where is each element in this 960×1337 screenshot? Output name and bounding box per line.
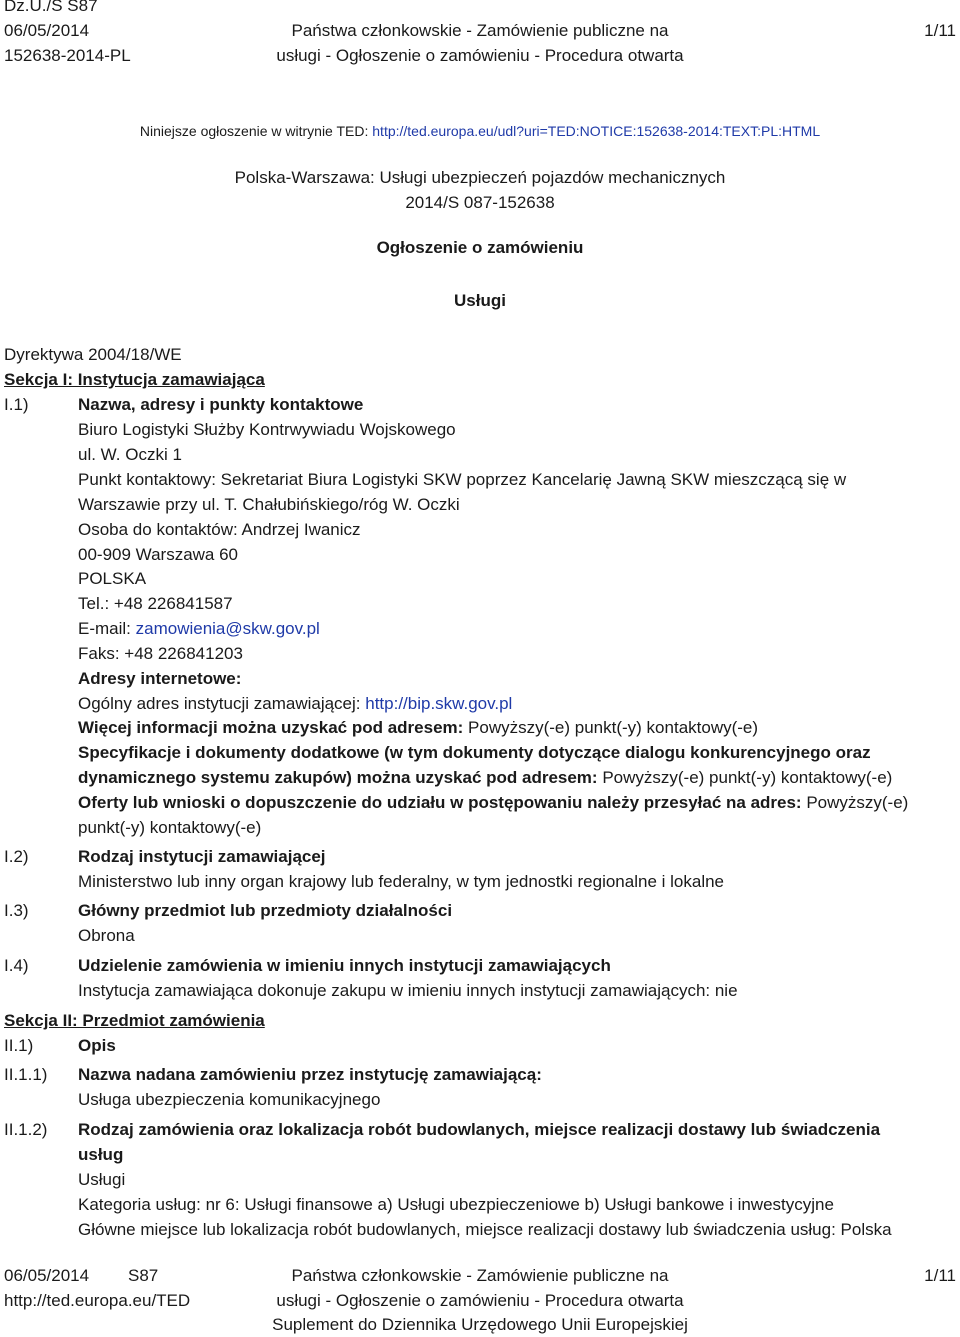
spec-value: Powyższy(-e) punkt(-y) kontaktowy(-e) <box>597 768 893 787</box>
more-info-value: Powyższy(-e) punkt(-y) kontaktowy(-e) <box>463 718 759 737</box>
spec-line2 <box>78 768 892 788</box>
ii12-title-line1: Rodzaj zamówienia oraz lokalizacja robót budowlanych, miejsce realizacji dostawy lub świadczenia <box>78 1120 881 1139</box>
general-address-label: Ogólny adres instytucji zamawiającej: <box>78 694 366 713</box>
i2-title: Rodzaj instytucji zamawiającej <box>78 847 326 866</box>
header-title-line1: Państwa członkowskie - Zamówienie publiczne na <box>291 21 669 40</box>
ii12-number: II.1.2) <box>4 1120 48 1139</box>
notice-type: Ogłoszenie o zamówieniu <box>376 238 584 257</box>
ii11-value: Usługa ubezpieczenia komunikacyjnego <box>78 1090 381 1109</box>
footer-journal: S87 <box>128 1266 159 1285</box>
i2-number: I.2) <box>4 847 29 866</box>
ii12-type: Usługi <box>78 1170 126 1189</box>
country: POLSKA <box>78 569 147 588</box>
contact-point-line1: Punkt kontaktowy: Sekretariat Biura Logistyki SKW poprzez Kancelarię Jawną SKW mieszczącą się w <box>78 470 847 489</box>
header-page: 1/11 <box>924 21 956 40</box>
general-address-link[interactable]: http://bip.skw.gov.pl <box>365 694 513 713</box>
footer-line1: Państwa członkowskie - Zamówienie publiczne na <box>291 1266 669 1285</box>
footer-line3: Suplement do Dziennika Urzędowego Unii Europejskiej <box>272 1315 688 1334</box>
spec-label-line2: dynamicznego systemu zakupów) można uzyskać pod adresem: <box>78 768 598 787</box>
ii11-number: II.1.1) <box>4 1065 48 1084</box>
org-name: Biuro Logistyki Służby Kontrwywiadu Wojskowego <box>78 420 456 439</box>
offers-label: Oferty lub wnioski o dopuszczenie do udziału w postępowaniu należy przesyłać na adres: <box>78 793 802 812</box>
footer-url: http://ted.europa.eu/TED <box>4 1291 191 1310</box>
notice-title-line1: Polska-Warszawa: Usługi ubezpieczeń pojazdów mechanicznych <box>234 168 726 187</box>
i1-number: I.1) <box>4 395 29 414</box>
telephone: Tel.: +48 226841587 <box>78 594 233 613</box>
ii11-title: Nazwa nadana zamówieniu przez instytucję zamawiającą: <box>78 1065 542 1084</box>
header-title-line2: usługi - Ogłoszenie o zamówieniu - Procedura otwarta <box>276 46 684 65</box>
footer-date: 06/05/2014 <box>4 1266 90 1285</box>
ii12-location: Główne miejsce lub lokalizacja robót budowlanych, miejsce realizacji dostawy lub świadczenia usług: Polska <box>78 1220 892 1239</box>
ii1-number: II.1) <box>4 1036 34 1055</box>
footer-page: 1/11 <box>924 1266 956 1285</box>
more-info-label: Więcej informacji można uzyskać pod adresem: <box>78 718 464 737</box>
ted-notice-link[interactable]: http://ted.europa.eu/udl?uri=TED:NOTICE:152638-2014:TEXT:PL:HTML <box>372 123 821 139</box>
i3-title: Główny przedmiot lub przedmioty działalności <box>78 901 453 920</box>
offers-line1 <box>78 793 908 813</box>
header-journal: Dz.U./S S87 <box>4 0 98 15</box>
i4-title: Udzielenie zamówienia w imieniu innych instytucji zamawiających <box>78 956 611 975</box>
section1-heading: Sekcja I: Instytucja zamawiająca <box>4 370 265 389</box>
i4-number: I.4) <box>4 956 29 975</box>
i1-title: Nazwa, adresy i punkty kontaktowe <box>78 395 364 414</box>
i3-value: Obrona <box>78 926 135 945</box>
general-address-line <box>78 694 512 714</box>
header-doc-id: 152638-2014-PL <box>4 46 131 65</box>
email-line <box>78 619 320 639</box>
postal-address: 00-909 Warszawa 60 <box>78 545 239 564</box>
directive: Dyrektywa 2004/18/WE <box>4 345 182 364</box>
notice-title-line2: 2014/S 087-152638 <box>405 193 555 212</box>
ted-notice <box>0 123 960 139</box>
ii12-title-line2: usług <box>78 1145 124 1164</box>
email-label: E-mail: <box>78 619 136 638</box>
i4-value: Instytucja zamawiająca dokonuje zakupu w imieniu innych instytucji zamawiających: nie <box>78 981 738 1000</box>
offers-value-2: punkt(-y) kontaktowy(-e) <box>78 818 262 837</box>
email-link[interactable]: zamowienia@skw.gov.pl <box>135 619 320 638</box>
footer-line2: usługi - Ogłoszenie o zamówieniu - Procedura otwarta <box>276 1291 684 1310</box>
i2-value: Ministerstwo lub inny organ krajowy lub federalny, w tym jednostki regionalne i lokalne <box>78 872 724 891</box>
offers-value-1: Powyższy(-e) <box>801 793 909 812</box>
notice-category: Usługi <box>454 291 506 310</box>
fax: Faks: +48 226841203 <box>78 644 243 663</box>
contact-person: Osoba do kontaktów: Andrzej Iwanicz <box>78 520 361 539</box>
section2-heading: Sekcja II: Przedmiot zamówienia <box>4 1011 265 1030</box>
more-info-line <box>78 718 758 738</box>
spec-label-line1: Specyfikacje i dokumenty dodatkowe (w tym dokumenty dotyczące dialogu konkurencyjnego oraz <box>78 743 871 762</box>
contact-point-line2: Warszawie przy ul. T. Chałubińskiego/róg W. Oczki <box>78 495 460 514</box>
internet-heading: Adresy internetowe: <box>78 669 242 688</box>
ii1-title: Opis <box>78 1036 116 1055</box>
header-date: 06/05/2014 <box>4 21 90 40</box>
street: ul. W. Oczki 1 <box>78 445 182 464</box>
ted-notice-prefix: Niniejsze ogłoszenie w witrynie TED: <box>139 123 373 139</box>
i3-number: I.3) <box>4 901 29 920</box>
ii12-category: Kategoria usług: nr 6: Usługi finansowe a) Usługi ubezpieczeniowe b) Usługi bankowe i inwestycyjne <box>78 1195 834 1214</box>
